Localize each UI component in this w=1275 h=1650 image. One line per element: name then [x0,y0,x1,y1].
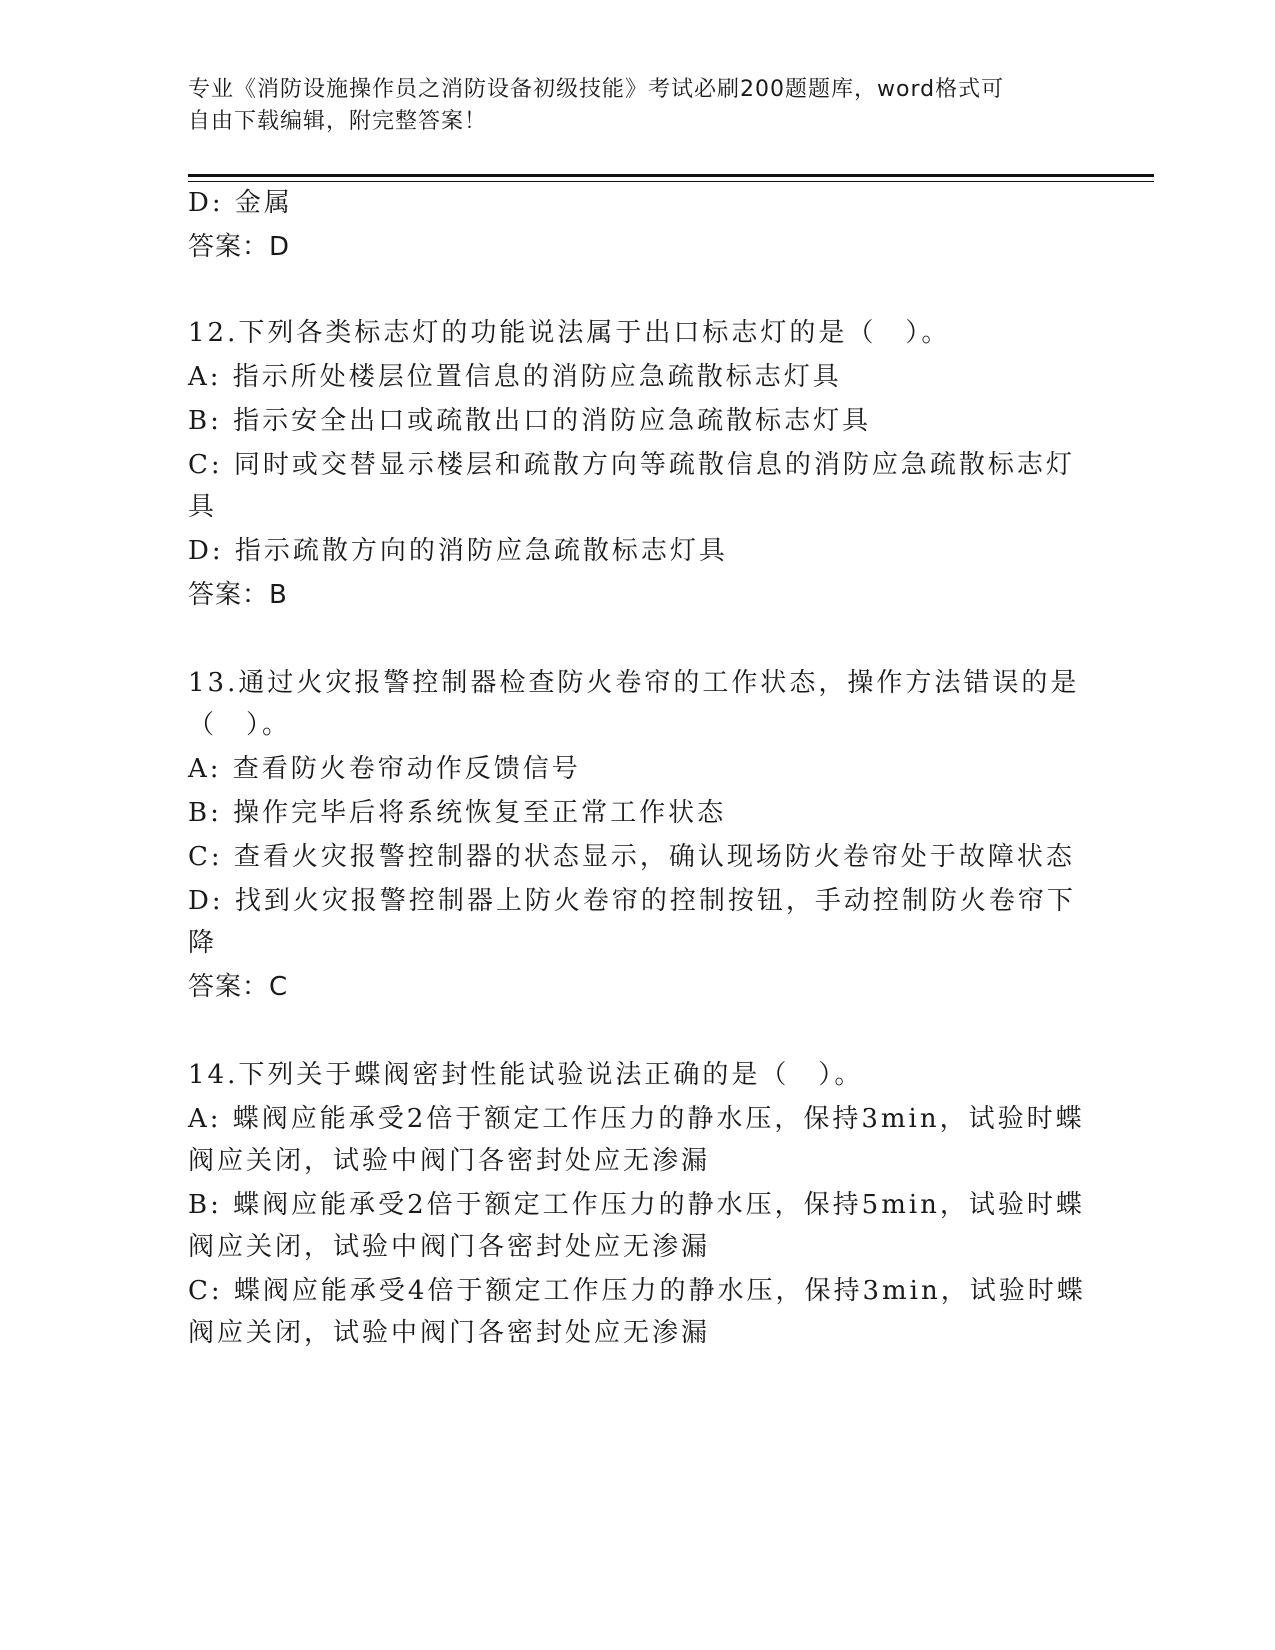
header-divider-thick [188,174,1154,177]
q13-option-d-line-2: 降 [188,928,218,958]
prev-question-option-d: D: 金属 [188,188,293,218]
q13-option-b: B: 操作完毕后将系统恢复至正常工作状态 [188,798,727,828]
q14-option-b-line-2: 阀应关闭，试验中阀门各密封处应无渗漏 [188,1232,711,1262]
q12-answer: 答案：B [188,580,288,610]
q12-option-c-line-1: C: 同时或交替显示楼层和疏散方向等疏散信息的消防应急疏散标志灯 [188,450,1075,480]
header-title-line-1: 专业《消防设施操作员之消防设备初级技能》考试必刷200题题库，word格式可 [188,77,1005,102]
q13-option-d-line-1: D: 找到火灾报警控制器上防火卷帘的控制按钮，手动控制防火卷帘下 [188,886,1076,916]
q13-option-c: C: 查看火灾报警控制器的状态显示，确认现场防火卷帘处于故障状态 [188,842,1075,872]
q14-option-b-line-1: B: 蝶阀应能承受2倍于额定工作压力的静水压，保持5min，试验时蝶 [188,1190,1085,1220]
q12-option-b: B: 指示安全出口或疏散出口的消防应急疏散标志灯具 [188,406,872,436]
header-title-line-2: 自由下载编辑，附完整答案！ [188,109,488,134]
q12-option-c-line-2: 具 [188,492,218,522]
q14-option-c-line-2: 阀应关闭，试验中阀门各密封处应无渗漏 [188,1318,711,1348]
q13-answer: 答案：C [188,972,289,1002]
q12-stem: 12.下列各类标志灯的功能说法属于出口标志灯的是（ ）。 [188,318,951,348]
q14-option-a-line-2: 阀应关闭，试验中阀门各密封处应无渗漏 [188,1146,711,1176]
q13-stem-line-1: 13.通过火灾报警控制器检查防火卷帘的工作状态，操作方法错误的是 [188,668,1080,698]
q14-option-a-line-1: A: 蝶阀应能承受2倍于额定工作压力的静水压，保持3min，试验时蝶 [188,1104,1085,1134]
prev-question-answer: 答案：D [188,232,291,262]
q12-option-d: D: 指示疏散方向的消防应急疏散标志灯具 [188,536,728,566]
q14-stem: 14.下列关于蝶阀密封性能试验说法正确的是（ ）。 [188,1060,864,1090]
header-divider-thin [188,181,1154,182]
q13-option-a: A: 查看防火卷帘动作反馈信号 [188,754,581,784]
q12-option-a: A: 指示所处楼层位置信息的消防应急疏散标志灯具 [188,362,842,392]
page-header [188,74,1088,138]
q13-stem-line-2: （ ）。 [188,710,292,740]
q14-option-c-line-1: C: 蝶阀应能承受4倍于额定工作压力的静水压，保持3min，试验时蝶 [188,1276,1086,1306]
